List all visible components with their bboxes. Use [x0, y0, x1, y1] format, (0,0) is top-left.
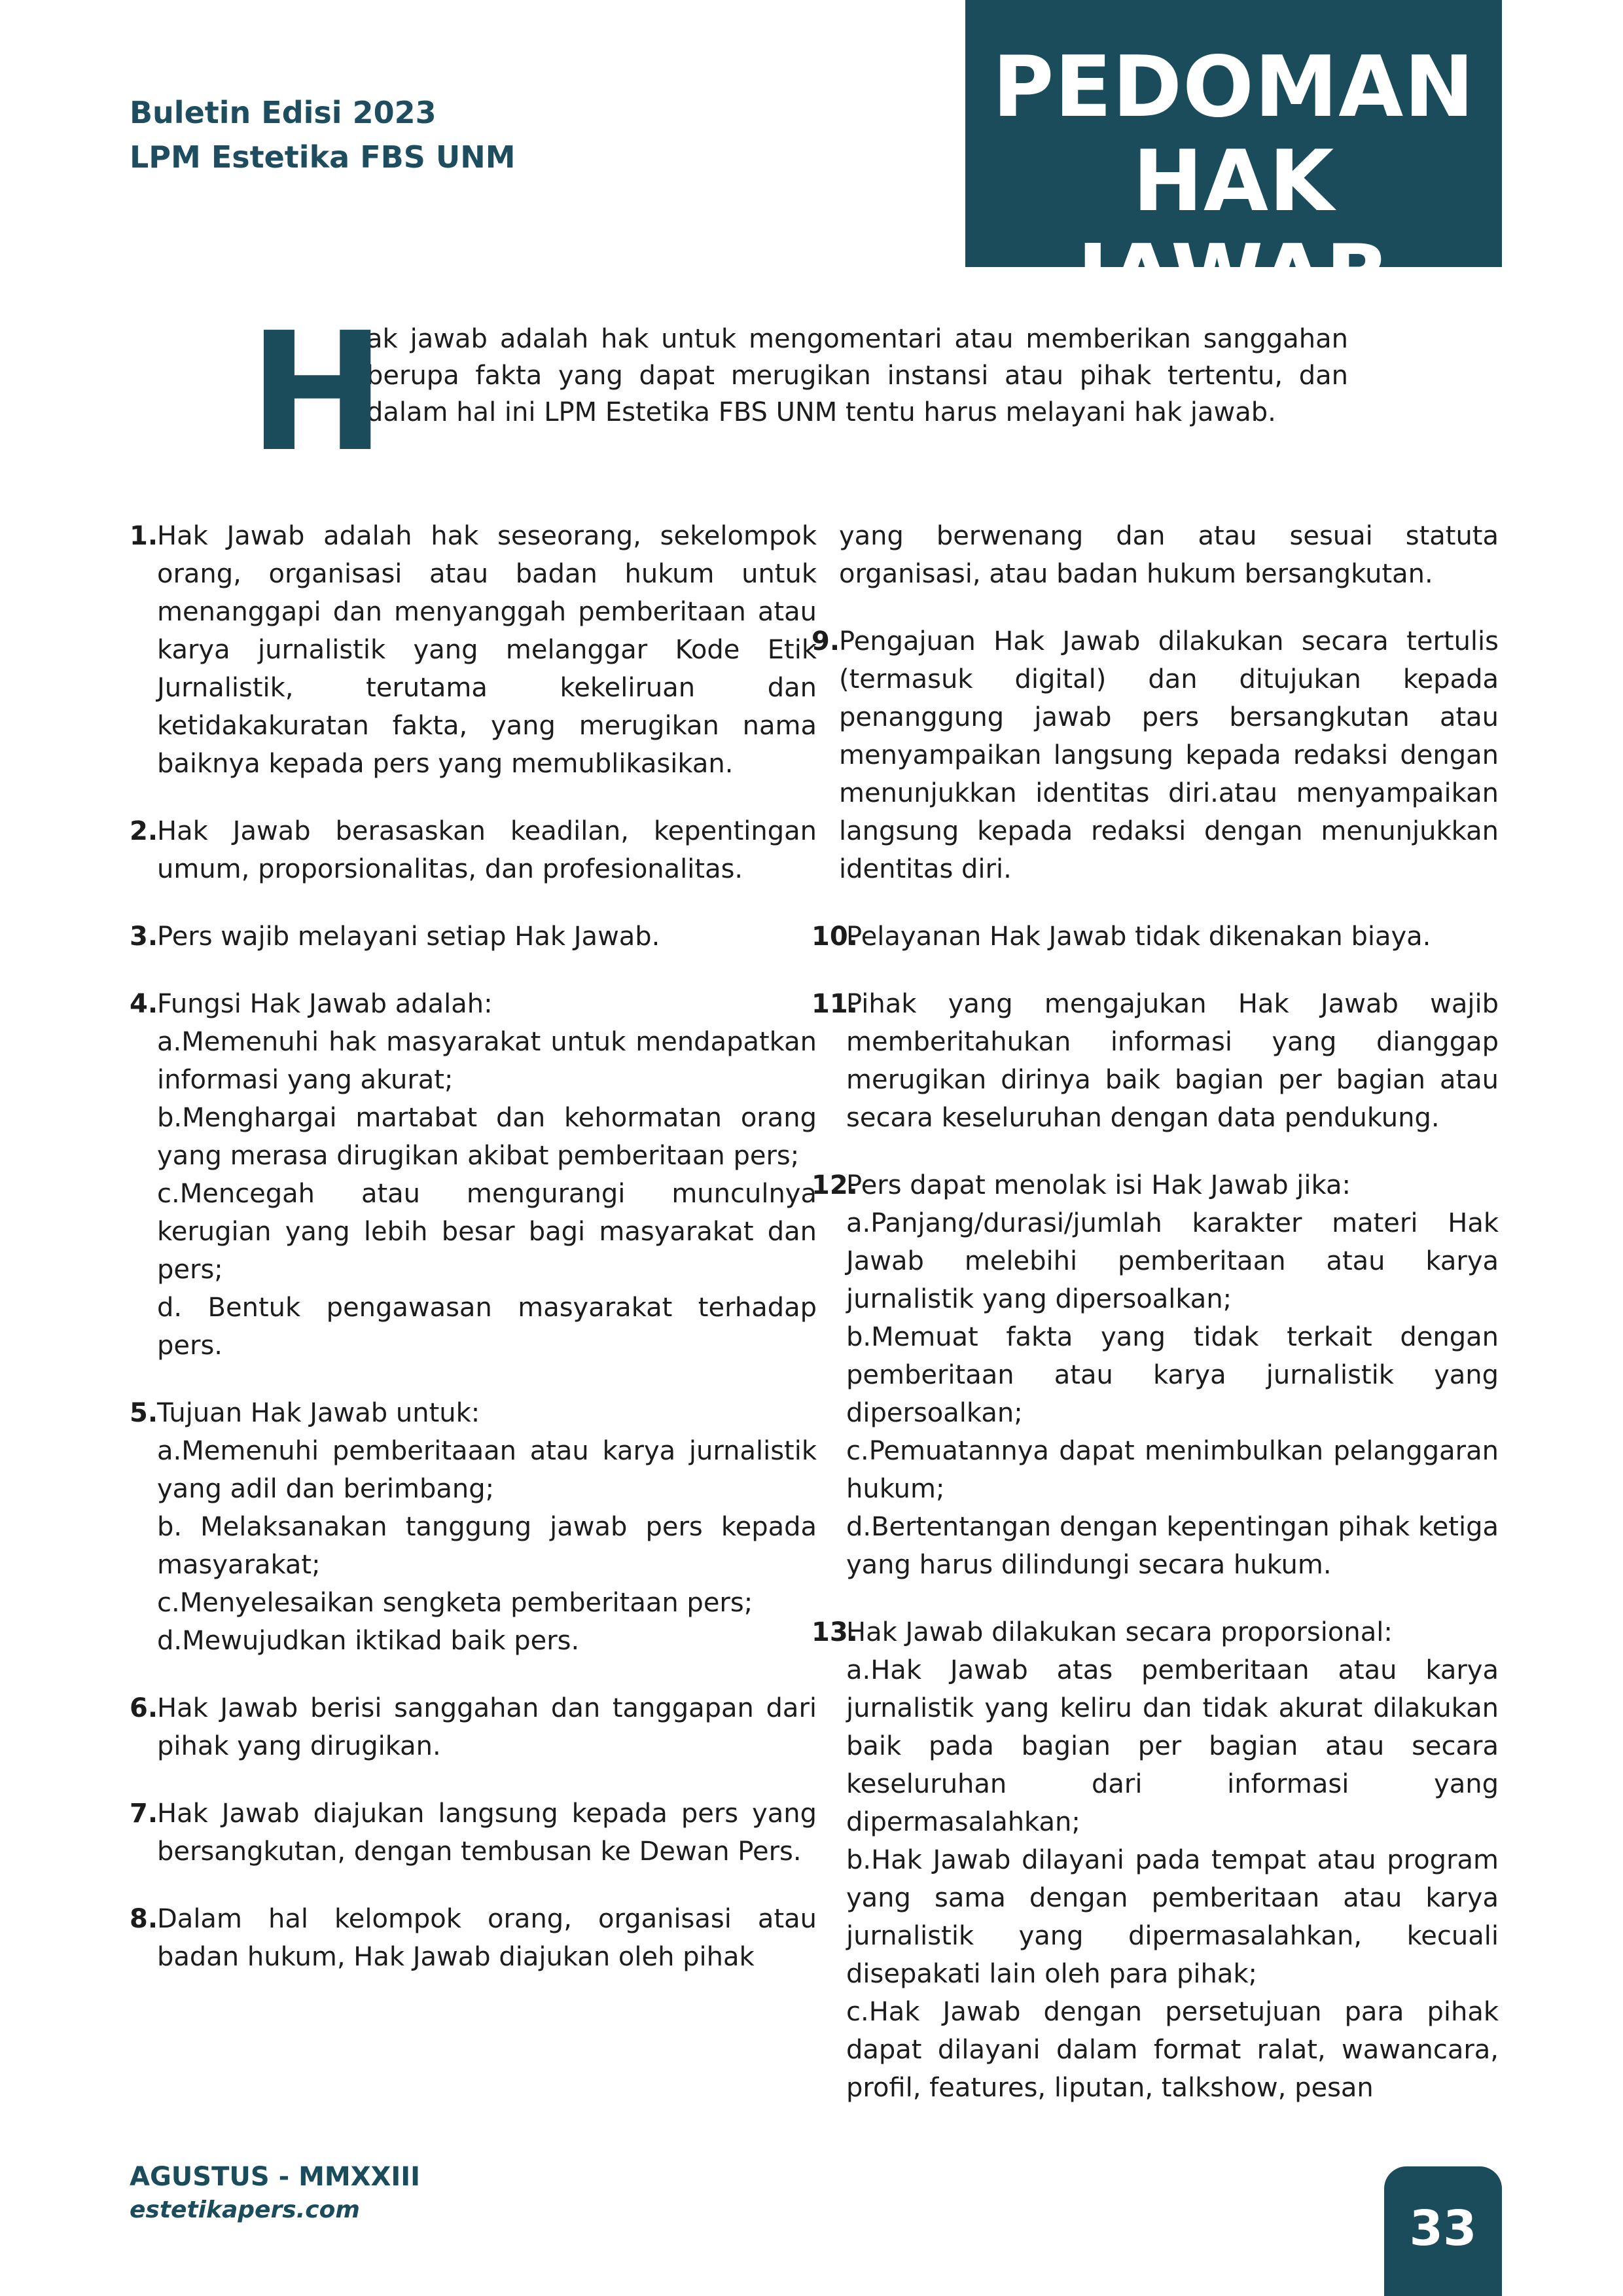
sub-item: a.Panjang/durasi/jumlah karakter materi Hak Jawab melebihi pemberitaan atau karya jurnalistik yang dipersoalkan;	[846, 1208, 1499, 1314]
drop-cap: H	[249, 297, 386, 488]
sub-item: b.Memuat fakta yang tidak terkait dengan pemberitaan atau karya jurnalistik yang dipersoalkan;	[846, 1322, 1499, 1428]
footer-website: estetikapers.com	[130, 2197, 360, 2223]
list-item	[130, 1795, 817, 1871]
sub-item: c.Menyelesaikan sengketa pemberitaan pers;	[157, 1588, 753, 1618]
sub-item: c.Mencegah atau mengurangi munculnya kerugian yang lebih besar bagi masyarakat dan pers;	[157, 1179, 817, 1285]
list-item	[812, 985, 1499, 1137]
item-text: Hak Jawab diajukan langsung kepada pers yang bersangkutan, dengan tembusan ke Dewan Pers.	[157, 1799, 817, 1867]
item-text: Hak Jawab dilakukan secara proporsional:	[846, 1617, 1393, 1647]
list-item	[812, 1166, 1499, 1584]
item-continuation: yang berwenang dan atau sesuai statuta organisasi, atau badan hukum bersangkutan.	[839, 521, 1499, 589]
intro-text: ak jawab adalah hak untuk mengomentari atau memberikan sanggahan berupa fakta yang dapat merugikan instansi atau pihak tertentu, dan dalam hal ini LPM Estetika FBS UNM tentu harus melayani hak jawab.	[366, 324, 1348, 427]
list-item	[130, 985, 817, 1365]
item-text: Pers dapat menolak isi Hak Jawab jika:	[846, 1170, 1351, 1200]
item-number: 5.	[130, 1398, 158, 1428]
list-item	[130, 1394, 817, 1660]
sub-item: a.Memenuhi pemberitaaan atau karya jurnalistik yang adil dan berimbang;	[157, 1436, 817, 1504]
item-number: 6.	[130, 1693, 158, 1723]
item-number: 1.	[130, 521, 158, 551]
item-number: 2.	[130, 816, 158, 846]
title-box	[965, 0, 1502, 325]
list-item	[130, 918, 817, 956]
page-number-tab	[1384, 2166, 1502, 2296]
sub-item: b. Melaksanakan tanggung jawab pers kepada masyarakat;	[157, 1512, 817, 1580]
left-column	[130, 517, 817, 2005]
item-number: 9.	[812, 626, 840, 656]
footer	[130, 2160, 420, 2227]
sub-item: a.Hak Jawab atas pemberitaan atau karya jurnalistik yang keliru dan tidak akurat dilakukan baik pada bagian per bagian atau secara keseluruhan dari informasi yang dipermasalahkan;	[846, 1655, 1499, 1837]
item-number: 13.	[812, 1617, 858, 1647]
sub-item: d.Mewujudkan iktikad baik pers.	[157, 1626, 580, 1656]
item-text: Pengajuan Hak Jawab dilakukan secara tertulis (termasuk digital) dan ditujukan kepada penanggung jawab pers bersangkutan atau menyampaikan langsung kepada redaksi dengan menunjukkan identitas diri.atau menyampaikan langsung kepada redaksi dengan menunjukkan identitas diri.	[839, 626, 1499, 884]
item-text: Hak Jawab adalah hak seseorang, sekelompok orang, organisasi atau badan hukum untuk menanggapi dan menyanggah pemberitaan atau karya jurnalistik yang melanggar Kode Etik Jurnalistik, terutama kekeliruan dan ketidakakuratan fakta, yang merugikan nama baiknya kepada pers yang memublikasikan.	[157, 521, 817, 779]
item-text: Pihak yang mengajukan Hak Jawab wajib memberitahukan informasi yang dianggap merugikan dirinya baik bagian per bagian atau secara keseluruhan dengan data pendukung.	[846, 989, 1499, 1133]
list-item	[812, 1613, 1499, 2107]
list-item	[812, 622, 1499, 888]
list-item	[130, 1900, 817, 1976]
sub-item: c.Hak Jawab dengan persetujuan para pihak dapat dilayani dalam format ralat, wawancara, profil, features, liputan, talkshow, pesan	[846, 1997, 1499, 2103]
item-text: Hak Jawab berasaskan keadilan, kepentingan umum, proporsionalitas, dan profesionalitas.	[157, 816, 817, 884]
footer-date: AGUSTUS - MMXXIII	[130, 2162, 421, 2192]
item-number: 11.	[812, 989, 858, 1019]
item-text: Pers wajib melayani setiap Hak Jawab.	[157, 922, 660, 952]
item-text: Dalam hal kelompok orang, organisasi atau badan hukum, Hak Jawab diajukan oleh pihak	[157, 1904, 817, 1972]
intro-paragraph	[249, 297, 1348, 488]
list-item	[130, 812, 817, 888]
item-number: 7.	[130, 1799, 158, 1829]
item-number: 4.	[130, 989, 158, 1019]
item-number: 3.	[130, 922, 158, 952]
sub-item: d. Bentuk pengawasan masyarakat terhadap pers.	[157, 1293, 817, 1361]
title-line-1: PEDOMAN	[992, 39, 1475, 136]
sub-item: c.Pemuatannya dapat menimbulkan pelanggaran hukum;	[846, 1436, 1499, 1504]
item-number: 8.	[130, 1904, 158, 1934]
item-number: 12.	[812, 1170, 858, 1200]
item-text: Fungsi Hak Jawab adalah:	[157, 989, 493, 1019]
list-item	[130, 517, 817, 783]
edition-label: Buletin Edisi 2023	[130, 95, 437, 130]
right-column	[812, 517, 1499, 2136]
item-text: Pelayanan Hak Jawab tidak dikenakan biaya.	[846, 922, 1431, 952]
sub-item: b.Hak Jawab dilayani pada tempat atau program yang sama dengan pemberitaan atau karya jurnalistik yang dipermasalahkan, kecuali disepakati lain oleh para pihak;	[846, 1845, 1499, 1989]
list-item	[130, 1689, 817, 1765]
item-text: Hak Jawab berisi sanggahan dan tanggapan dari pihak yang dirugikan.	[157, 1693, 817, 1761]
sub-item: d.Bertentangan dengan kepentingan pihak ketiga yang harus dilindungi secara hukum.	[846, 1512, 1499, 1580]
organization-label: LPM Estetika FBS UNM	[130, 139, 516, 175]
item-number: 10.	[812, 922, 858, 952]
item-text: Tujuan Hak Jawab untuk:	[157, 1398, 480, 1428]
page-number: 33	[1409, 2200, 1477, 2257]
sub-item: b.Menghargai martabat dan kehormatan orang yang merasa dirugikan akibat pemberitaan pers;	[157, 1103, 817, 1171]
masthead	[130, 90, 515, 179]
title-line-2: HAK JAWAB	[1077, 133, 1390, 325]
list-item	[812, 918, 1499, 956]
sub-item: a.Memenuhi hak masyarakat untuk mendapatkan informasi yang akurat;	[157, 1027, 817, 1095]
